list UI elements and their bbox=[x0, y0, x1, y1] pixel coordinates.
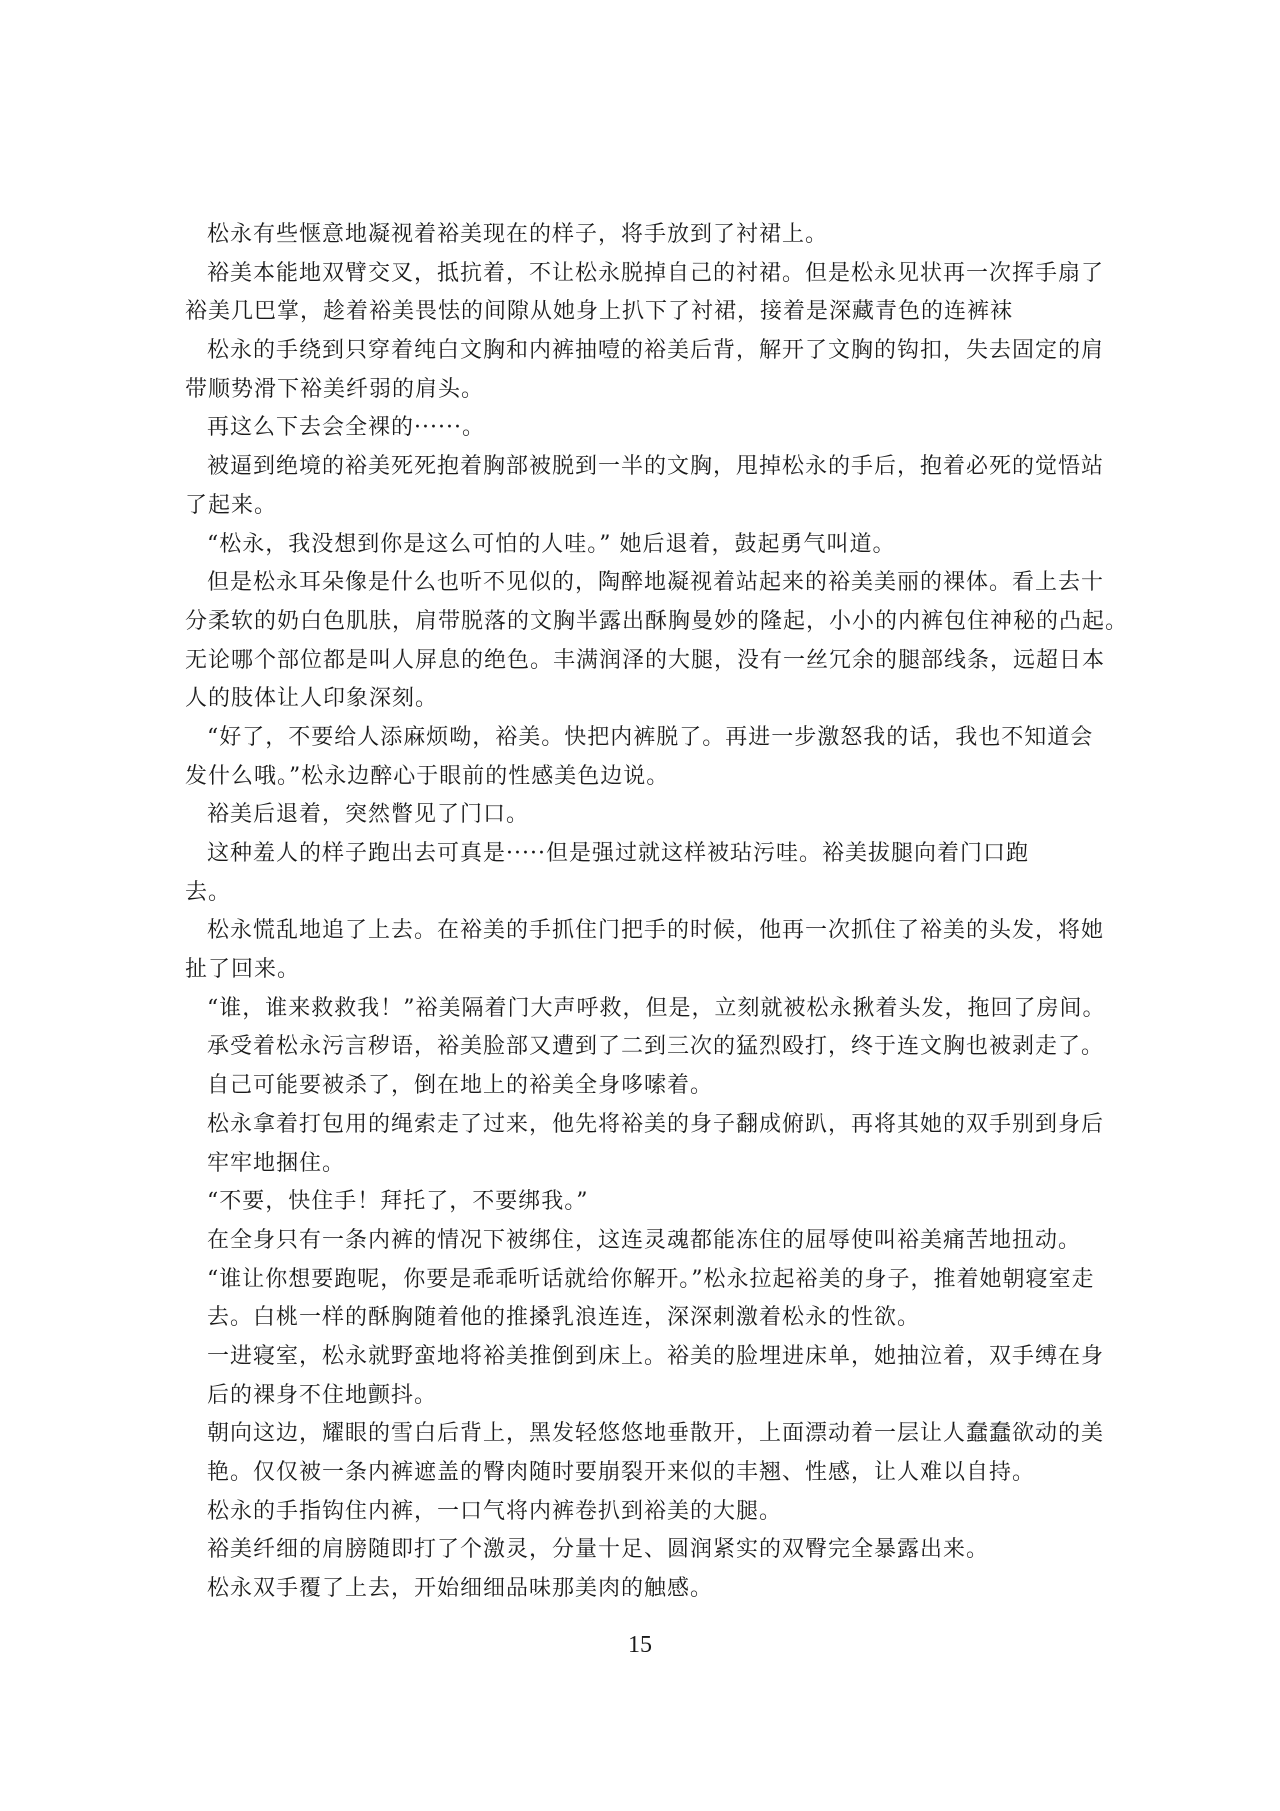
text-line: 松永的手指钩住内裤，一口气将内裤卷扒到裕美的大腿。 bbox=[207, 1498, 783, 1524]
text-line: 裕美纤细的肩膀随即打了个激灵，分量十足、圆润紧实的双臀完全暴露出来。 bbox=[207, 1537, 990, 1563]
text-line: 后的裸身不住地颤抖。 bbox=[207, 1382, 438, 1408]
text-line: 去。白桃一样的酥胸随着他的推搡乳浪连连，深深刺激着松永的性欲。 bbox=[207, 1305, 921, 1331]
paragraph bbox=[185, 1067, 1125, 1106]
paragraph bbox=[185, 1415, 1125, 1492]
text-line: 再这么下去会全裸的······。 bbox=[207, 415, 485, 441]
text-line: 在全身只有一条内裤的情况下被绑住，这连灵魂都能冻住的屈辱使叫裕美痛苦地扭动。 bbox=[207, 1227, 1082, 1253]
text-line: 裕美后退着，突然瞥见了门口。 bbox=[207, 802, 530, 828]
text-line: 发什么哦。”松永边醉心于眼前的性感美色边说。 bbox=[185, 763, 670, 789]
paragraph bbox=[185, 1338, 1125, 1415]
text-line: “松永，我没想到你是这么可怕的人哇。” 她后退着，鼓起勇气叫道。 bbox=[207, 531, 896, 557]
text-line: 松永拿着打包用的绳索走了过来，他先将裕美的身子翻成俯趴，再将其她的双手别到身后 bbox=[207, 1111, 1105, 1137]
paragraph bbox=[185, 1183, 1125, 1222]
text-line: 松永慌乱地追了上去。在裕美的手抓住门把手的时候，他再一次抓住了裕美的头发，将她 bbox=[207, 918, 1105, 944]
paragraph bbox=[185, 1261, 1125, 1338]
text-line: 人的肢体让人印象深刻。 bbox=[185, 686, 439, 712]
paragraph bbox=[185, 448, 1125, 525]
paragraph bbox=[185, 835, 1125, 912]
paragraph bbox=[185, 564, 1129, 719]
paragraph bbox=[185, 1570, 1125, 1609]
text-line: 去。 bbox=[185, 879, 232, 905]
text-line: 裕美本能地双臂交叉，抵抗着，不让松永脱掉自己的衬裙。但是松永见状再一次挥手扇了 bbox=[207, 260, 1105, 286]
text-line: 了起来。 bbox=[185, 492, 278, 518]
text-line: “谁，谁来救救我！”裕美隔着门大声呼救，但是，立刻就被松永揪着头发，拖回了房间。 bbox=[207, 995, 1106, 1021]
paragraph bbox=[185, 990, 1125, 1029]
paragraph bbox=[185, 1222, 1125, 1261]
paragraph bbox=[185, 409, 1125, 448]
text-line: 自己可能要被杀了，倒在地上的裕美全身哆嗦着。 bbox=[207, 1073, 714, 1099]
text-line: 牢牢地捆住。 bbox=[207, 1150, 346, 1176]
page-number: 15 bbox=[628, 1632, 652, 1658]
text-line: 松永双手覆了上去，开始细细品味那美肉的触感。 bbox=[207, 1576, 714, 1602]
body-text bbox=[185, 216, 1129, 1609]
text-line: 松永有些惬意地凝视着裕美现在的样子，将手放到了衬裙上。 bbox=[207, 222, 829, 247]
paragraph bbox=[185, 216, 1125, 255]
text-line: 松永的手绕到只穿着纯白文胸和内裤抽噎的裕美后背，解开了文胸的钩扣，失去固定的肩 bbox=[207, 338, 1105, 364]
text-line: 带顺势滑下裕美纤弱的肩头。 bbox=[185, 376, 485, 402]
paragraph bbox=[185, 912, 1125, 989]
text-line: 但是松永耳朵像是什么也听不见似的，陶醉地凝视着站起来的裕美美丽的裸体。看上去十 bbox=[207, 570, 1105, 596]
paragraph bbox=[185, 1493, 1125, 1532]
text-line: “好了，不要给人添麻烦呦，裕美。快把内裤脱了。再进一步激怒我的话，我也不知道会 bbox=[207, 724, 1094, 750]
text-line: 扯了回来。 bbox=[185, 957, 301, 983]
text-line: “不要，快住手！拜托了，不要绑我。” bbox=[207, 1189, 589, 1215]
paragraph bbox=[185, 796, 1125, 835]
text-line: 这种羞人的样子跑出去可真是·····但是强过就这样被玷污哇。裕美拔腿向着门口跑 bbox=[207, 841, 1029, 866]
paragraph bbox=[185, 332, 1125, 409]
paragraph bbox=[185, 1106, 1125, 1183]
paragraph bbox=[185, 255, 1125, 332]
text-line: 承受着松永污言秽语，裕美脸部又遭到了二到三次的猛烈殴打，终于连文胸也被剥走了。 bbox=[207, 1034, 1105, 1060]
paragraph bbox=[185, 719, 1125, 796]
text-line: 被逼到绝境的裕美死死抱着胸部被脱到一半的文胸，甩掉松永的手后，抱着必死的觉悟站 bbox=[207, 454, 1105, 480]
text-line: 艳。仅仅被一条内裤遮盖的臀肉随时要崩裂开来似的丰翘、性感，让人难以自持。 bbox=[207, 1460, 1036, 1485]
text-line: “谁让你想要跑呢，你要是乖乖听话就给你解开。”松永拉起裕美的身子，推着她朝寝室走 bbox=[207, 1266, 1095, 1292]
text-line: 一进寝室，松永就野蛮地将裕美推倒到床上。裕美的脸埋进床单，她抽泣着，双手缚在身 bbox=[207, 1343, 1105, 1369]
paragraph bbox=[185, 1531, 1125, 1570]
paragraph bbox=[185, 526, 1125, 565]
text-line: 分柔软的奶白色肌肤，肩带脱落的文胸半露出酥胸曼妙的隆起，小小的内裤包住神秘的凸起。 bbox=[185, 608, 1129, 634]
text-line: 裕美几巴掌，趁着裕美畏怯的间隙从她身上扒下了衬裙，接着是深藏青色的连裤袜 bbox=[185, 299, 1014, 325]
paragraph bbox=[185, 1028, 1125, 1067]
text-line: 无论哪个部位都是叫人屏息的绝色。丰满润泽的大腿，没有一丝冗余的腿部线条，远超日本 bbox=[185, 647, 1106, 673]
text-line: 朝向这边，耀眼的雪白后背上，黑发轻悠悠地垂散开，上面漂动着一层让人蠢蠢欲动的美 bbox=[207, 1421, 1105, 1447]
